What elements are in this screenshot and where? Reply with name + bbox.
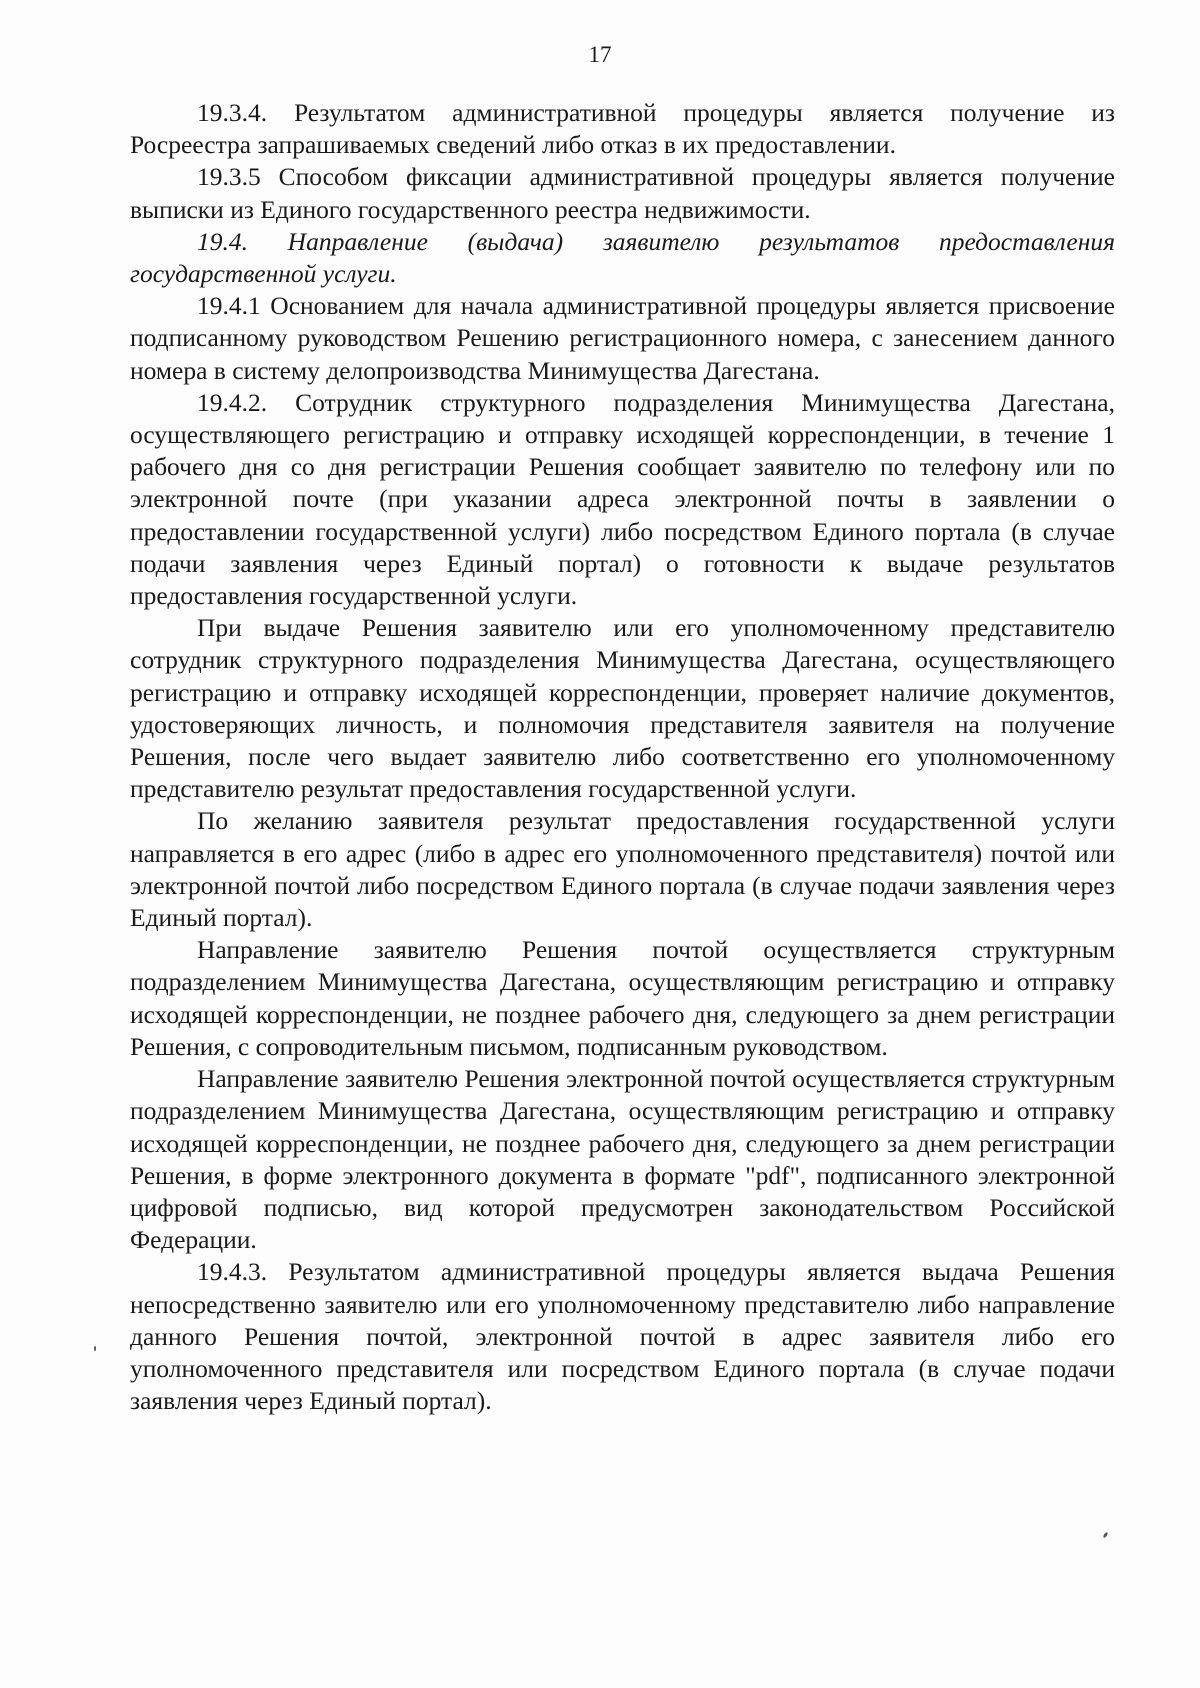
scan-speck <box>94 1346 96 1351</box>
document-body <box>130 97 1115 1417</box>
paragraph-email-delivery: Направление заявителю Решения электронной почтой осуществляется структурным подразделением Минимущества Дагестана, осуществляющим регистрацию и отправку исходящей корреспонденции, не позднее рабочего дня, следующего за днем регистрации Решения, в форме электронного документа в формате "pdf", подписанного электронной цифровой подписью, вид которой предусмотрен законодательством Российской Федерации. <box>130 1064 1115 1255</box>
paragraph-19-3-5: 19.3.5 Способом фиксации административной процедуры является получение выписки из Единого государственного реестра недвижимости. <box>130 162 1115 224</box>
paragraph-19-4-2: 19.4.2. Сотрудник структурного подразделения Минимущества Дагестана, осуществляющего регистрацию и отправку исходящей корреспонденции, в течение 1 рабочего дня со дня регистрации Решения сообщает заявителю по телефону или по электронной почте (при указании адреса электронной почты в заявлении о предоставлении государственной услуги) либо посредством Единого портала (в случае подачи заявления через Единый портал) о готовности к выдаче результатов предоставления государственной услуги. <box>130 387 1115 611</box>
paragraph-postal-delivery: Направление заявителю Решения почтой осуществляется структурным подразделением Минимущества Дагестана, осуществляющим регистрацию и отправку исходящей корреспонденции, не позднее рабочего дня, следующего за днем регистрации Решения, с сопроводительным письмом, подписанным руководством. <box>130 935 1115 1061</box>
paragraph-19-4-3: 19.4.3. Результатом административной процедуры является выдача Решения непосредственно заявителю или его уполномоченному представителю либо направление данного Решения почтой, электронной почтой в адрес заявителя либо его уполномоченного представителя или посредством Единого портала (в случае подачи заявления через Единый портал). <box>130 1257 1115 1416</box>
paragraph-issuance-procedure: При выдаче Решения заявителю или его уполномоченному представителю сотрудник структурного подразделения Минимущества Дагестана, осуществляющего регистрацию и отправку исходящей корреспонденции, проверяет наличие документов, удостоверяющих личность, и полномочия представителя заявителя на получение Решения, после чего выдает заявителю либо соответственно его уполномоченному представителю результат предоставления государственной услуги. <box>130 613 1115 804</box>
section-heading-19-4: 19.4. Направление (выдача) заявителю результатов предоставления государственной услуги. <box>130 226 1115 289</box>
page-number: 17 <box>588 42 612 67</box>
scan-speck <box>1103 1532 1109 1539</box>
paragraph-delivery-by-request: По желанию заявителя результат предоставления государственной услуги направляется в его адрес (либо в адрес его уполномоченного представителя) почтой или электронной почтой либо посредством Единого портала (в случае подачи заявления через Единый портал). <box>130 806 1115 933</box>
paragraph-19-3-4: 19.3.4. Результатом административной процедуры является получение из Росреестра запрашиваемых сведений либо отказ в их предоставлении. <box>130 98 1115 160</box>
paragraph-19-4-1: 19.4.1 Основанием для начала административной процедуры является присвоение подписанному руководством Решению регистрационного номера, с занесением данного номера в систему делопроизводства Минимущества Дагестана. <box>130 291 1115 385</box>
